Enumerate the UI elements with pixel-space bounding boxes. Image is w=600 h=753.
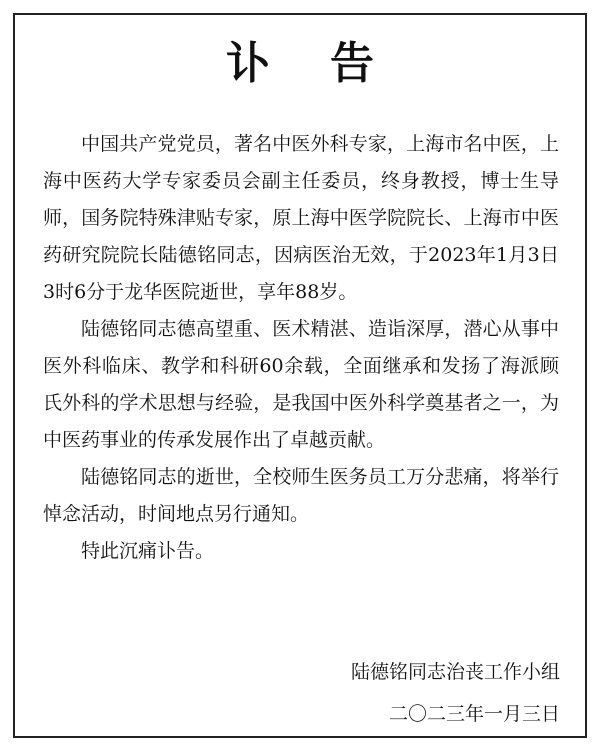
notice-title: 讣告: [226, 38, 434, 89]
signature-organization: 陆德铭同志治丧工作小组: [350, 661, 560, 683]
signature-date: 二〇二三年一月三日: [388, 703, 560, 725]
paragraph-memorial: 陆德铭同志的逝世，全校师生医务员工万分悲痛，将举行悼念活动，时间地点另行通知。: [43, 466, 559, 525]
notice-body: [43, 126, 559, 570]
paragraph-biography: 中国共产党党员，著名中医外科专家，上海市名中医，上海中医药大学专家委员会副主任委员，终身教授，博士生导师，国务院特殊津贴专家，原上海中医学院院长、上海市中医药研究院院长陆德铭同志，因病医治无效，于2023年1月3日3时6分于龙华医院逝世，享年88岁。: [43, 133, 559, 303]
paragraph-achievements: 陆德铭同志德高望重、医术精湛、造诣深厚，潜心从事中医外科临床、教学和科研60余载，全面继承和发扬了海派顾氏外科的学术思想与经验，是我国中医外科学奠基者之一，为中医药事业的传承发展作出了卓越贡献。: [43, 318, 559, 451]
paragraph-closing: 特此沉痛讣告。: [81, 540, 215, 562]
